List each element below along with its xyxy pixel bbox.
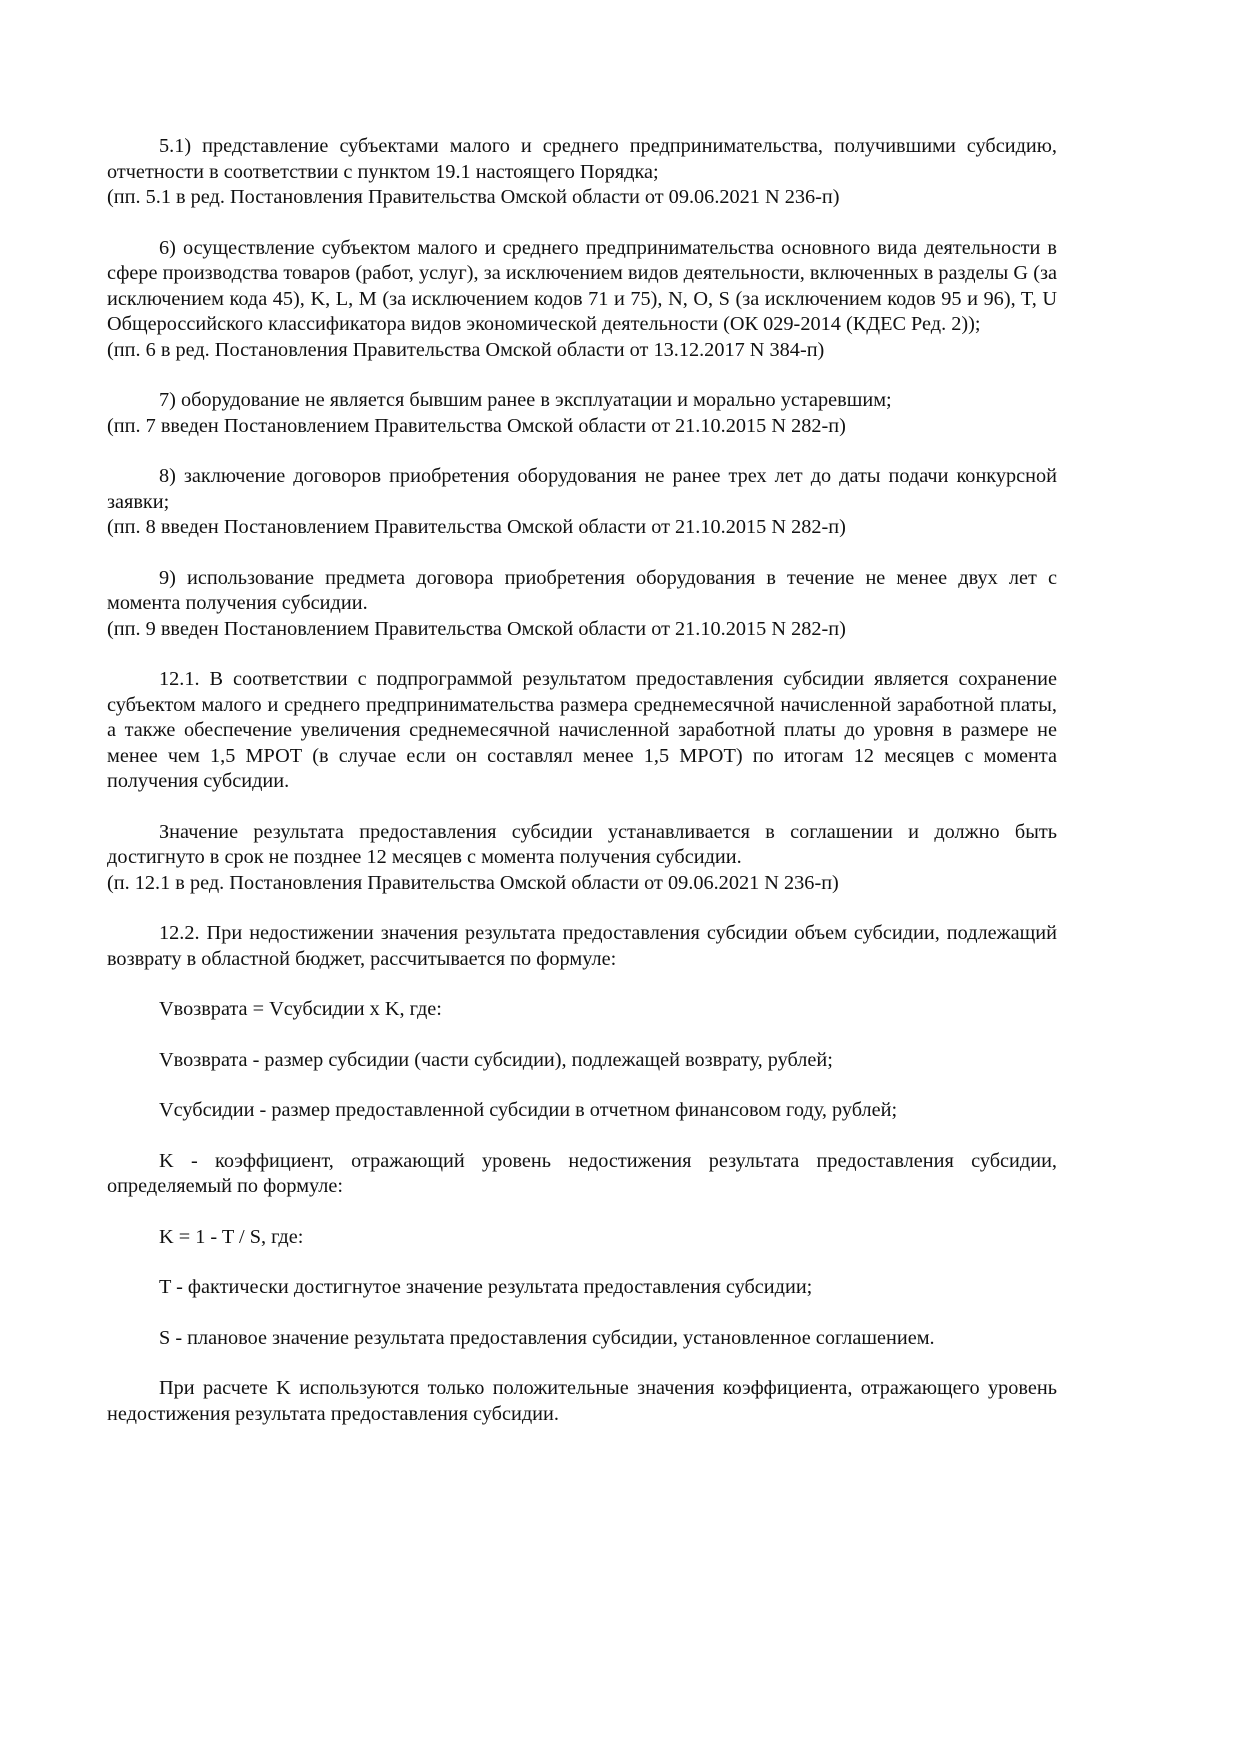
definition-v-subsidy: Vсубсидии - размер предоставленной субсидии в отчетном финансовом году, рублей; bbox=[159, 1099, 898, 1121]
paragraph-6: 6) осуществление субъектом малого и среднего предпринимательства основного вида деятельности в сфере производства товаров (работ, услуг), за исключением видов деятельности, включенных в разделы G (за исключением кода 45), K, L, M (за исключением кодов 71 и 75), N, O, S (за исключением кодов 95 и 96), T, U Общероссийского классификатора видов экономической деятельности (ОК 029-2014 (КДЕС Ред. 2)); bbox=[107, 236, 1057, 335]
formula-v-return: Vвозврата = Vсубсидии x K, где: bbox=[159, 998, 442, 1020]
spacer bbox=[107, 541, 1057, 566]
spacer bbox=[107, 363, 1057, 388]
amendment-note-7: (пп. 7 введен Постановлением Правительства Омской области от 21.10.2015 N 282-п) bbox=[107, 414, 846, 437]
amendment-note-5-1: (пп. 5.1 в ред. Постановления Правительства Омской области от 09.06.2021 N 236-п) bbox=[107, 186, 840, 208]
definition-k: K - коэффициент, отражающий уровень недостижения результата предоставления субсидии, определяемый по формуле: bbox=[107, 1149, 1057, 1197]
spacer bbox=[107, 896, 1057, 921]
spacer bbox=[107, 1023, 1057, 1048]
paragraph-5-1: 5.1) представление субъектами малого и среднего предпринимательства, получившими субсидию, отчетности в соответствии с пунктом 19.1 настоящего Порядка; bbox=[107, 135, 1057, 183]
definition-v-return: Vвозврата - размер субсидии (части субсидии), подлежащей возврату, рублей; bbox=[159, 1048, 833, 1071]
paragraph-12-2: 12.2. При недостижении значения результата предоставления субсидии объем субсидии, подлежащий возврату в областной бюджет, рассчитывается по формуле: bbox=[107, 922, 1057, 970]
definition-t: T - фактически достигнутое значение результата предоставления субсидии; bbox=[159, 1276, 813, 1298]
paragraph-k-positive-values: При расчете K используются только положительные значения коэффициента, отражающего уровень недостижения результата предоставления субсидии. bbox=[107, 1377, 1057, 1425]
paragraph-8: 8) заключение договоров приобретения оборудования не ранее трех лет до даты подачи конкурсной заявки; bbox=[107, 465, 1057, 513]
spacer bbox=[107, 1073, 1057, 1098]
spacer bbox=[107, 972, 1057, 997]
definition-s: S - плановое значение результата предоставления субсидии, установленное соглашением. bbox=[159, 1326, 935, 1349]
spacer bbox=[107, 1200, 1057, 1225]
paragraph-12-1: 12.1. В соответствии с подпрограммой результатом предоставления субсидии является сохранение субъектом малого и среднего предпринимательства размера среднемесячной начисленной заработной платы, а также обеспечение увеличения среднемесячной начисленной заработной платы до уровня в размере не менее чем 1,5 МРОТ (в случае если он составлял менее 1,5 МРОТ) по итогам 12 месяцев с момента получения субсидии. bbox=[107, 668, 1057, 792]
formula-k: K = 1 - T / S, где: bbox=[159, 1225, 304, 1248]
paragraph-9: 9) использование предмета договора приобретения оборудования в течение не менее двух лет с момента получения субсидии. bbox=[107, 566, 1057, 614]
spacer bbox=[107, 642, 1057, 667]
paragraph-7: 7) оборудование не является бывшим ранее в эксплуатации и морально устаревшим; bbox=[159, 389, 892, 411]
spacer bbox=[107, 1351, 1057, 1376]
spacer bbox=[107, 795, 1057, 820]
spacer bbox=[107, 1301, 1057, 1326]
spacer bbox=[107, 211, 1057, 236]
spacer bbox=[107, 1250, 1057, 1275]
spacer bbox=[107, 439, 1057, 464]
paragraph-12-1-value: Значение результата предоставления субсидии устанавливается в соглашении и должно быть достигнуто в срок не позднее 12 месяцев с момента получения субсидии. bbox=[107, 820, 1057, 868]
amendment-note-12-1: (п. 12.1 в ред. Постановления Правительства Омской области от 09.06.2021 N 236-п) bbox=[107, 871, 839, 894]
amendment-note-8: (пп. 8 введен Постановлением Правительства Омской области от 21.10.2015 N 282-п) bbox=[107, 516, 846, 538]
amendment-note-6: (пп. 6 в ред. Постановления Правительства Омской области от 13.12.2017 N 384-п) bbox=[107, 338, 825, 361]
document-page bbox=[107, 134, 1057, 1427]
spacer bbox=[107, 1124, 1057, 1149]
amendment-note-9: (пп. 9 введен Постановлением Правительства Омской области от 21.10.2015 N 282-п) bbox=[107, 617, 846, 640]
